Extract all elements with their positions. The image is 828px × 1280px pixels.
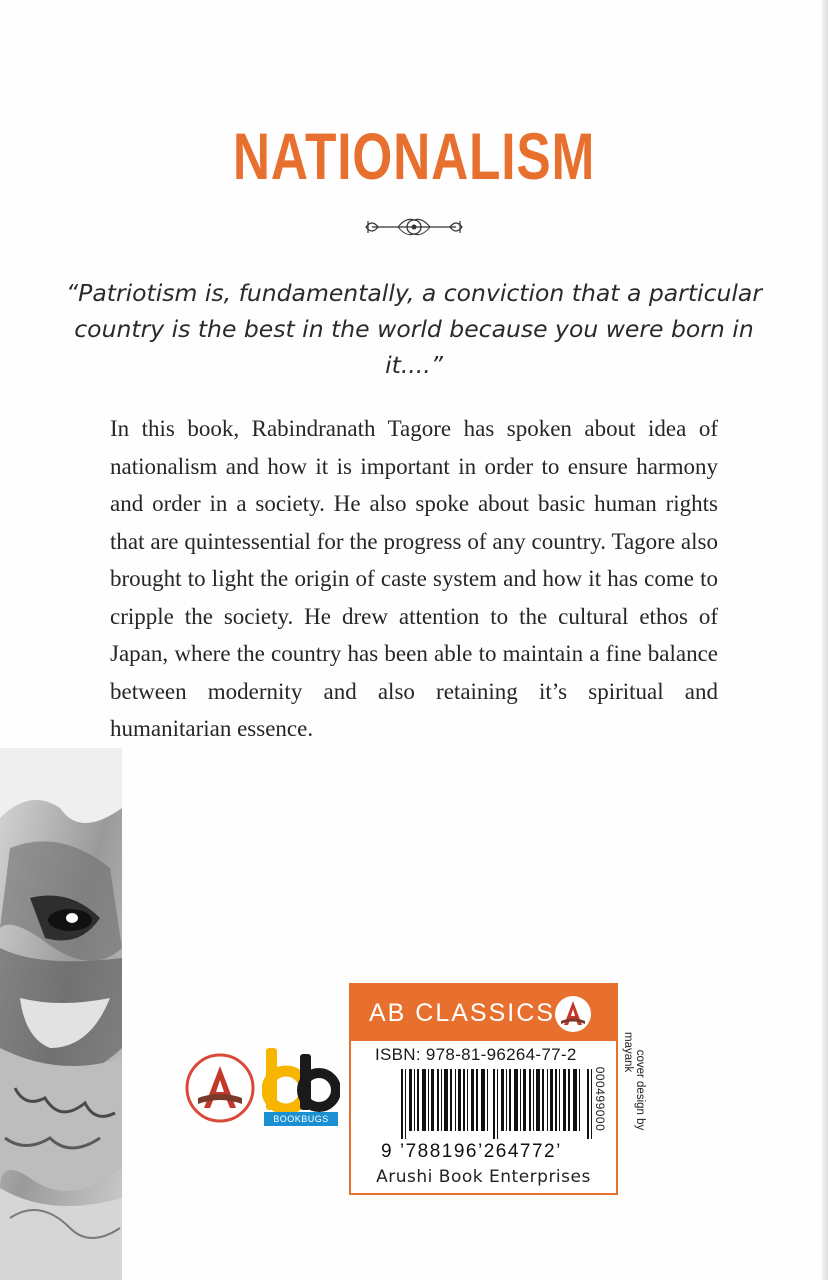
isbn-text: ISBN: 978-81-96264-77-2: [375, 1045, 577, 1064]
barcode-icon: [401, 1069, 596, 1139]
credit-line-1: cover design by: [634, 1049, 646, 1131]
product-code-text: 000499000: [593, 1066, 607, 1132]
series-name: AB CLASSICS: [369, 999, 555, 1027]
imprint-box: [349, 983, 618, 1195]
cover-credit: [620, 1032, 650, 1134]
page-edge-shadow: [822, 0, 828, 1280]
ab-classics-emblem-icon: [554, 995, 592, 1033]
publisher-name: Arushi Book Enterprises: [376, 1167, 591, 1187]
credit-line-2: mayank: [622, 1032, 634, 1073]
quote-text: “Patriotism is, fundamentally, a conviction that a particular country is the best in the world because you were born in it....”: [65, 279, 762, 379]
product-code-vertical: [590, 1062, 610, 1140]
description-text: In this book, Rabindranath Tagore has spoken about idea of nationalism and how it is important in order to ensure harmony and order in a society. He also spoke about basic human rights that are quintessential for the progress of any country. Tagore also brought to light the origin of caste system and how it has come to cripple the society. He drew attention to the cultural ethos of Japan, where the country has been able to maintain a fine balance between modernity and also retaining it’s spiritual and humanitarian essence.: [110, 416, 718, 741]
book-title: NATIONALISM: [232, 119, 596, 193]
imprint-header: [351, 985, 616, 1041]
tagore-portrait-sketch: [0, 748, 122, 1280]
ornament-divider-icon: [358, 212, 470, 242]
bookbugs-label: BOOKBUGS: [264, 1112, 338, 1126]
barcode-digits: 9 ’788196’264772’: [381, 1141, 562, 1162]
ab-publisher-logo-icon: [184, 1052, 256, 1124]
